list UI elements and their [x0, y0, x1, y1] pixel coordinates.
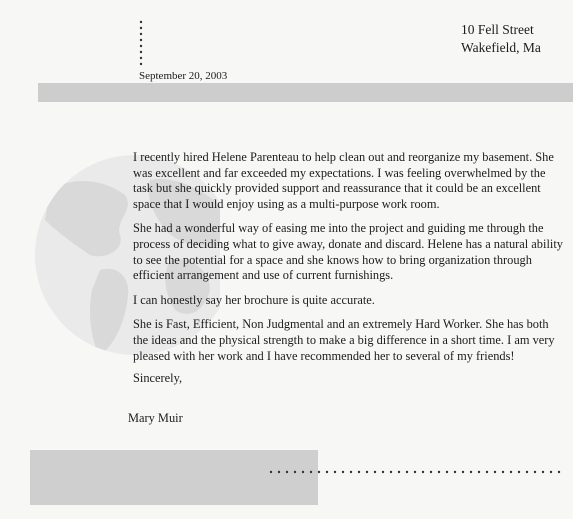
letter-date: September 20, 2003	[139, 70, 228, 82]
paragraph-3: I can honestly say her brochure is quite accurate.	[133, 292, 375, 307]
dotted-vertical-rule	[139, 20, 143, 68]
paragraph-4: She is Fast, Efficient, Non Judgmental and an extremely Hard Worker. She has both the ideas and the physical strength to make a big difference in a short time. I am very pleased with her work and I have recommended her to several of my friends!	[133, 317, 555, 363]
address-city: Wakefield, Ma	[461, 40, 541, 55]
paragraph-2: She had a wonderful way of easing me into the project and guiding me through the process of deciding what to give away, donate and discard. Helene has a natural ability to see the potential for a space and she knows how to bring organization through efficient arrangement and use of current furnishings.	[133, 221, 563, 283]
footer-band	[30, 450, 318, 505]
sender-address	[461, 21, 541, 57]
paragraph-1: I recently hired Helene Parenteau to help clean out and reorganize my basement. She was excellent and far exceeded my expectations. I was feeling overwhelmed by the task but she quickly provided support and reassurance that it could be an excellent space that I would enjoy using as a multi-purpose work room.	[133, 150, 554, 211]
letter-body	[133, 150, 563, 373]
header-band	[38, 83, 573, 102]
closing: Sincerely,	[133, 371, 183, 385]
dotted-horizontal-rule	[268, 469, 568, 475]
signer-name: Mary Muir	[128, 411, 183, 425]
address-street: 10 Fell Street	[461, 22, 534, 37]
